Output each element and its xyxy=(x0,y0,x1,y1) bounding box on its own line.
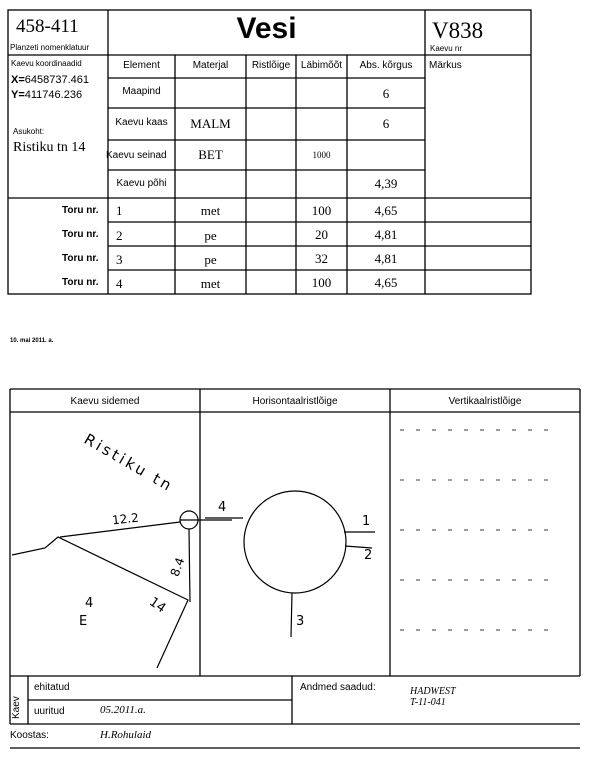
page-title: Vesi xyxy=(236,12,297,45)
location-label: Asukoht: xyxy=(13,127,45,136)
source-company: HADWEST xyxy=(410,686,456,697)
pipe-height: 4,65 xyxy=(374,203,398,218)
sketch-distance-2: 8.4 xyxy=(167,555,188,579)
sketch-col-horizontal: Horisontaalristlõige xyxy=(252,396,338,407)
row-element: Kaevu kaas xyxy=(115,117,168,128)
well-id: V838 xyxy=(432,18,484,43)
source-label: Andmed saadud: xyxy=(300,682,376,693)
pipe-height: 4,65 xyxy=(374,275,398,290)
pipe-diameter: 100 xyxy=(311,203,332,218)
pipe-label: Toru nr. xyxy=(62,253,99,264)
pipe-diameter: 32 xyxy=(315,251,328,266)
coordinate-y-label: Y= xyxy=(11,89,25,101)
nomenclature-label: Planzeti nomenklatuur xyxy=(10,43,90,52)
row-height: 4,39 xyxy=(374,176,398,191)
pipe-nr: 2 xyxy=(116,228,123,243)
row-element: Kaevu seinad xyxy=(106,150,167,161)
nomenclature-number: 458-411 xyxy=(16,16,79,37)
pipe-tag-3: 3 xyxy=(296,614,305,629)
coordinate-x-value: 6458737.461 xyxy=(24,74,89,86)
sketch-distance-1: 12.2 xyxy=(111,510,140,528)
sketch-col-connections: Kaevu sidemed xyxy=(70,396,140,407)
row-height: 6 xyxy=(382,116,390,131)
footer-side-label: Kaev xyxy=(11,696,22,719)
pipe-label: Toru nr. xyxy=(62,277,99,288)
header-material: Materjal xyxy=(192,60,229,71)
pipe-tag-2: 2 xyxy=(364,548,373,563)
sketch-house-a: 4 xyxy=(85,596,94,611)
pipe-label: Toru nr. xyxy=(62,229,99,240)
coordinate-x-label: X= xyxy=(11,74,25,86)
header-note: Märkus xyxy=(429,60,462,71)
coordinates-label: Kaevu koordinaadid xyxy=(11,59,82,68)
location-value: Ristiku tn 14 xyxy=(13,140,86,155)
coordinate-y-value: 411746.236 xyxy=(24,89,83,101)
author-value: H.Rohulaid xyxy=(100,729,152,741)
pipe-label: Toru nr. xyxy=(62,205,99,216)
row-material: MALM xyxy=(190,116,231,131)
pipe-material: pe xyxy=(204,228,217,243)
pipe-diameter: 100 xyxy=(311,275,332,290)
surveyed-label: uuritud xyxy=(34,706,65,717)
row-element: Kaevu põhi xyxy=(116,178,167,189)
pipe-nr: 3 xyxy=(116,252,123,267)
author-label: Koostas: xyxy=(10,730,49,741)
pipe-tag-4: 4 xyxy=(218,500,227,515)
coordinate-y xyxy=(11,89,82,101)
row-diameter: 1000 xyxy=(312,150,331,160)
document-date: 10. mai 2011. a. xyxy=(10,338,54,344)
pipe-nr: 1 xyxy=(116,203,123,218)
sketch-col-vertical: Vertikaalristlõige xyxy=(448,396,522,407)
header-cross-section: Ristlõige xyxy=(251,60,291,71)
header-diameter: Läbimõõt xyxy=(300,60,343,71)
row-height: 6 xyxy=(382,86,390,101)
pipe-height: 4,81 xyxy=(374,251,398,266)
pipe-tag-1: 1 xyxy=(362,514,371,529)
source-work-number: T-11-041 xyxy=(410,697,446,708)
coordinate-x xyxy=(11,74,89,86)
pipe-diameter: 20 xyxy=(315,227,328,242)
pipe-material: met xyxy=(200,276,221,291)
pipe-nr: 4 xyxy=(116,276,123,291)
pipe-material: met xyxy=(200,203,221,218)
sketch-house-a-sub: E xyxy=(79,614,88,629)
sketch-house-b: 14 xyxy=(146,594,169,617)
sketch-street-name: Ristiku tn xyxy=(81,430,177,496)
header-abs-height: Abs. kõrgus xyxy=(359,60,413,71)
header-element: Element xyxy=(123,60,160,71)
built-label: ehitatud xyxy=(34,682,70,693)
row-element: Maapind xyxy=(122,86,161,97)
pipe-material: pe xyxy=(204,252,217,267)
row-material: BET xyxy=(198,147,223,162)
well-id-label: Kaevu nr xyxy=(430,44,463,53)
surveyed-value: 05.2011.a. xyxy=(100,704,146,716)
pipe-height: 4,81 xyxy=(374,227,398,242)
